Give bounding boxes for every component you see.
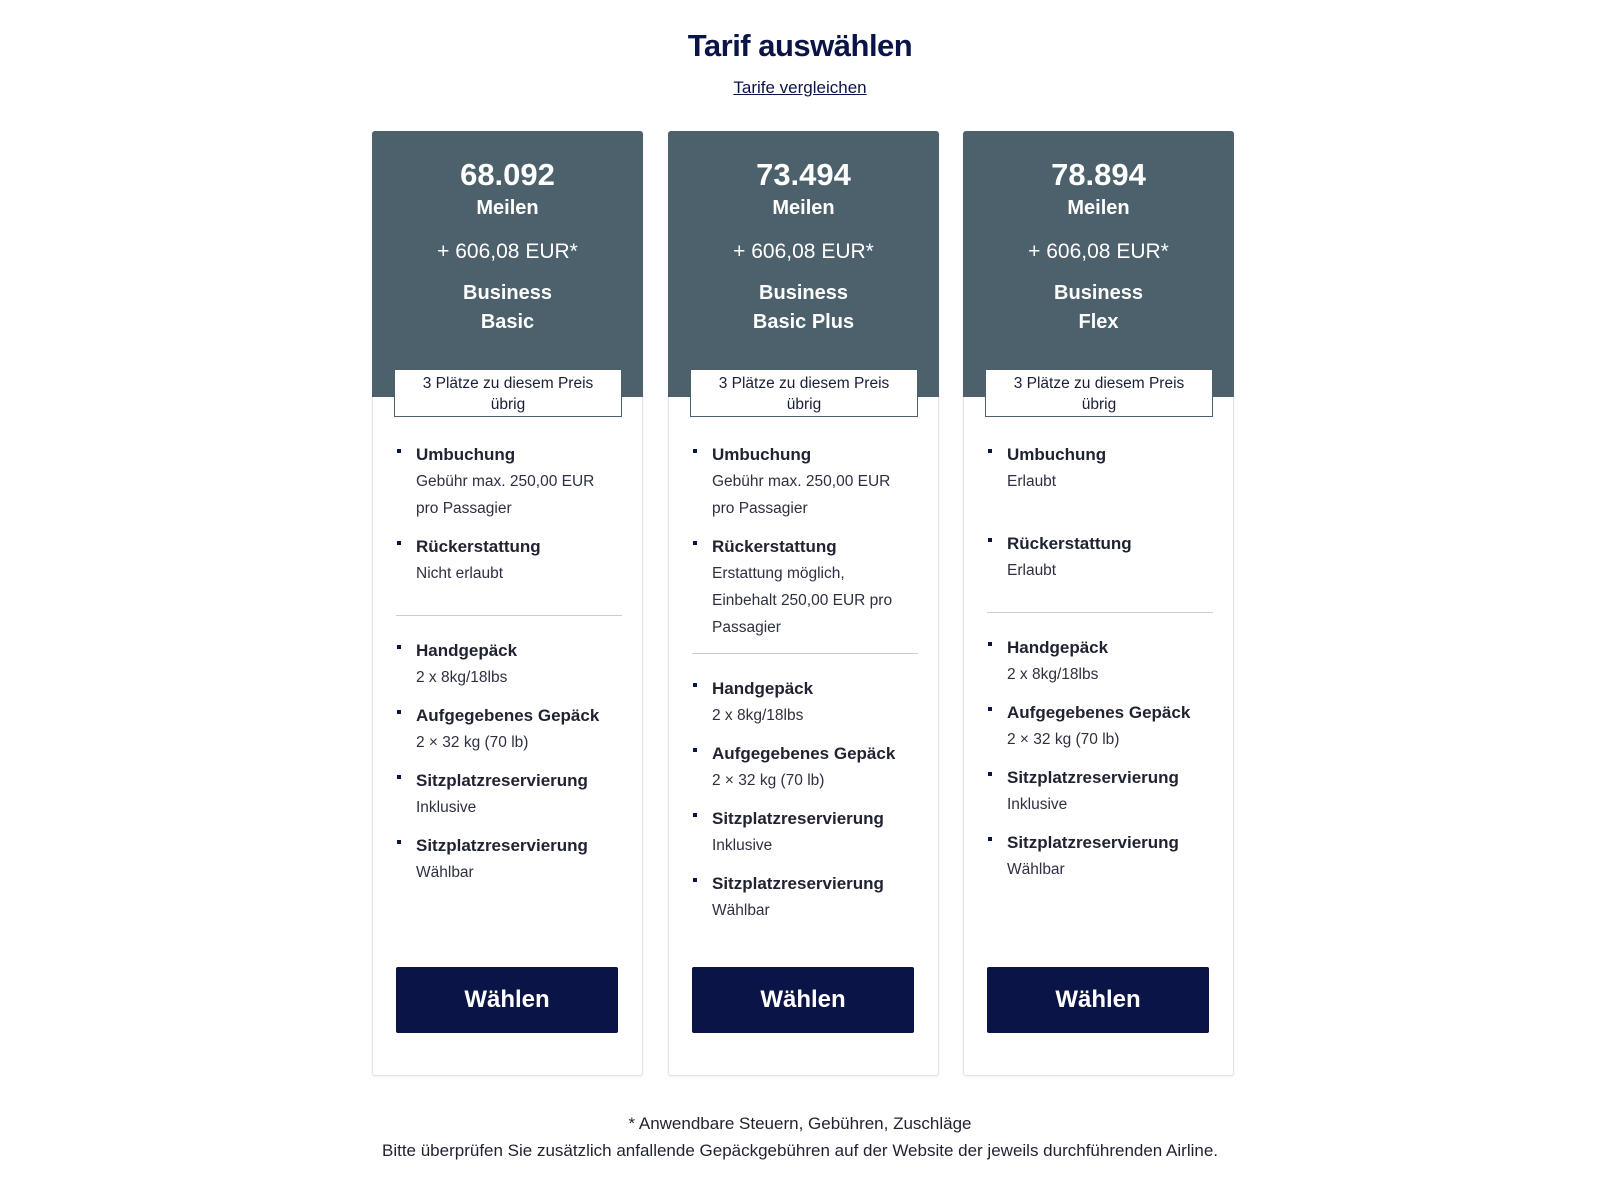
divider-item <box>692 653 918 654</box>
seats-remaining-badge <box>394 369 622 417</box>
feature-title: Rückerstattung <box>416 537 541 556</box>
seats-badge-line1: 3 Plätze zu diesem Preis <box>718 375 890 392</box>
seats-badge-line1: 3 Plätze zu diesem Preis <box>1013 375 1185 392</box>
fare-features-list <box>396 442 622 898</box>
seats-badge-line2: übrig <box>1081 396 1117 413</box>
fare-card-business-basic-plus <box>668 131 939 1076</box>
seats-badge-line2: übrig <box>786 396 822 413</box>
feature-seat-selection <box>692 871 918 924</box>
feature-title: Aufgegebenes Gepäck <box>1007 703 1191 722</box>
feature-refund <box>396 534 622 587</box>
feature-title: Sitzplatzreservierung <box>1007 833 1179 852</box>
feature-title: Sitzplatzreservierung <box>712 874 884 893</box>
seats-remaining-badge <box>985 369 1213 417</box>
feature-desc: 2 × 32 kg (70 lb) <box>1007 731 1120 748</box>
feature-refund <box>987 531 1213 584</box>
miles-value: 73.494 <box>756 157 851 192</box>
fare-name-line1: Business <box>759 282 848 304</box>
miles-unit: Meilen <box>476 197 539 219</box>
feature-desc: Inklusive <box>712 837 773 854</box>
feature-title: Handgepäck <box>1007 638 1109 657</box>
footnote-taxes: * Anwendbare Steuern, Gebühren, Zuschläge <box>628 1114 972 1133</box>
fare-name-line1: Business <box>463 282 552 304</box>
seats-badge-line1: 3 Plätze zu diesem Preis <box>422 375 594 392</box>
fare-features-list <box>692 442 918 936</box>
footnote <box>0 1110 1600 1164</box>
feature-title: Handgepäck <box>416 641 518 660</box>
feature-desc: Wählbar <box>416 864 474 881</box>
feature-seat-selection <box>987 830 1213 883</box>
compare-link-wrapper <box>0 78 1600 98</box>
feature-refund <box>692 534 918 641</box>
feature-carry-on <box>692 676 918 729</box>
divider-item <box>396 615 622 616</box>
feature-desc: 2 x 8kg/18lbs <box>416 669 508 686</box>
feature-desc: Erlaubt <box>1007 473 1057 490</box>
feature-checked-baggage <box>692 741 918 794</box>
seats-badge-line2: übrig <box>490 396 526 413</box>
miles-unit: Meilen <box>1067 197 1130 219</box>
footnote-baggage-fees: Bitte überprüfen Sie zusätzlich anfallende Gepäckgebühren auf der Website der jeweils durchführenden Airline. <box>381 1141 1219 1160</box>
miles-unit: Meilen <box>772 197 835 219</box>
feature-title: Umbuchung <box>416 445 516 464</box>
feature-desc: Inklusive <box>416 799 477 816</box>
feature-title: Rückerstattung <box>1007 534 1132 553</box>
cash-value: + 606,08 EUR* <box>733 240 874 263</box>
fare-name-line1: Business <box>1054 282 1143 304</box>
feature-desc: Erlaubt <box>1007 562 1057 579</box>
feature-desc: 2 × 32 kg (70 lb) <box>712 772 825 789</box>
fare-card-business-basic <box>372 131 643 1076</box>
feature-desc: Wählbar <box>712 902 770 919</box>
fare-name <box>963 279 1234 337</box>
fare-features-list <box>987 442 1213 895</box>
feature-desc: Inklusive <box>1007 796 1068 813</box>
fare-card-header <box>372 131 643 397</box>
divider-item <box>987 612 1213 613</box>
feature-desc: 2 × 32 kg (70 lb) <box>416 734 529 751</box>
cash-value: + 606,08 EUR* <box>1028 240 1169 263</box>
feature-seat-reservation <box>396 768 622 821</box>
feature-desc: Nicht erlaubt <box>416 565 504 582</box>
feature-carry-on <box>396 638 622 691</box>
feature-seat-reservation <box>987 765 1213 818</box>
feature-title: Rückerstattung <box>712 537 837 556</box>
feature-title: Aufgegebenes Gepäck <box>712 744 896 763</box>
choose-fare-button[interactable]: Wählen <box>987 967 1209 1033</box>
feature-desc: Wählbar <box>1007 861 1065 878</box>
feature-rebooking <box>692 442 918 522</box>
choose-fare-button[interactable]: Wählen <box>396 967 618 1033</box>
feature-title: Sitzplatzreservierung <box>1007 768 1179 787</box>
feature-title: Sitzplatzreservierung <box>712 809 884 828</box>
fare-name-line2: Flex <box>1078 311 1119 333</box>
fare-card-header <box>668 131 939 397</box>
page-title: Tarif auswählen <box>687 28 913 63</box>
feature-carry-on <box>987 635 1213 688</box>
compare-fares-link[interactable]: Tarife vergleichen <box>733 78 867 97</box>
choose-fare-button[interactable]: Wählen <box>692 967 914 1033</box>
fare-name-line2: Basic Plus <box>752 311 855 333</box>
divider <box>396 615 622 616</box>
feature-desc: 2 x 8kg/18lbs <box>1007 666 1099 683</box>
fare-card-header <box>963 131 1234 397</box>
feature-title: Umbuchung <box>712 445 812 464</box>
miles-value: 78.894 <box>1051 157 1146 192</box>
feature-checked-baggage <box>987 700 1213 753</box>
feature-desc: Gebühr max. 250,00 EUR pro Passagier <box>712 473 891 517</box>
fare-name-line2: Basic <box>480 311 535 333</box>
feature-checked-baggage <box>396 703 622 756</box>
miles-value: 68.092 <box>460 157 555 192</box>
divider <box>987 612 1213 613</box>
feature-title: Umbuchung <box>1007 445 1107 464</box>
feature-title: Handgepäck <box>712 679 814 698</box>
cash-value: + 606,08 EUR* <box>437 240 578 263</box>
feature-title: Aufgegebenes Gepäck <box>416 706 600 725</box>
feature-title: Sitzplatzreservierung <box>416 771 588 790</box>
feature-desc: Gebühr max. 250,00 EUR pro Passagier <box>416 473 595 517</box>
feature-desc: Erstattung möglich, Einbehalt 250,00 EUR pro Passagier <box>712 565 893 636</box>
feature-rebooking <box>396 442 622 522</box>
feature-seat-selection <box>396 833 622 886</box>
feature-rebooking <box>987 442 1213 495</box>
feature-seat-reservation <box>692 806 918 859</box>
seats-remaining-badge <box>690 369 918 417</box>
feature-desc: 2 x 8kg/18lbs <box>712 707 804 724</box>
fare-name <box>372 279 643 337</box>
fare-card-business-flex <box>963 131 1234 1076</box>
fare-name <box>668 279 939 337</box>
feature-title: Sitzplatzreservierung <box>416 836 588 855</box>
divider <box>692 653 918 654</box>
